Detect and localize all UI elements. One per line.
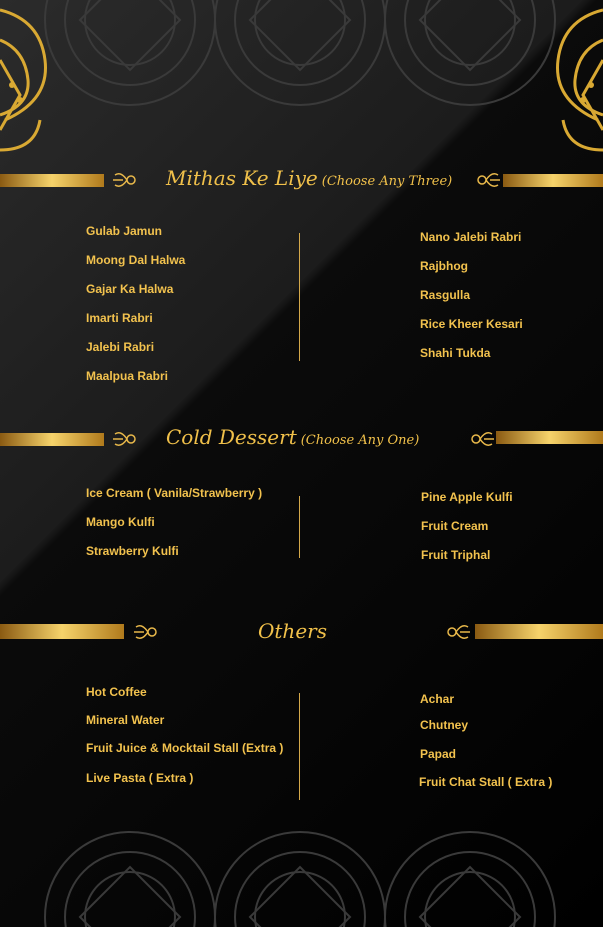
flourish-icon xyxy=(474,167,500,193)
menu-item: Live Pasta ( Extra ) xyxy=(86,771,194,785)
menu-item: Mineral Water xyxy=(86,713,165,727)
top-mandala-pattern xyxy=(0,0,603,130)
section-note: (Choose Any One) xyxy=(300,433,420,448)
top-right-gold-ornament xyxy=(533,0,603,165)
menu-item: Imarti Rabri xyxy=(86,311,153,325)
column-divider xyxy=(299,693,300,800)
menu-item: Moong Dal Halwa xyxy=(86,253,186,267)
gold-bar-left xyxy=(0,624,124,639)
menu-item: Mango Kulfi xyxy=(86,515,155,529)
gold-bar-left xyxy=(0,433,104,446)
menu-item: Gulab Jamun xyxy=(86,224,163,238)
menu-item: Chutney xyxy=(420,718,468,732)
section-title: Mithas Ke Liye (Choose Any Three) xyxy=(166,166,453,190)
menu-item: Maalpua Rabri xyxy=(86,369,169,383)
menu-item: Hot Coffee xyxy=(86,685,147,699)
menu-item: Rice Kheer Kesari xyxy=(420,317,523,331)
menu-item: Papad xyxy=(420,747,457,761)
section-header-cold-dessert xyxy=(0,425,603,455)
menu-item: Rajbhog xyxy=(420,259,468,273)
menu-item: Achar xyxy=(420,692,455,706)
menu-item: Nano Jalebi Rabri xyxy=(420,230,522,244)
flourish-icon xyxy=(113,167,139,193)
menu-item: Fruit Triphal xyxy=(421,548,491,562)
gold-bar-left xyxy=(0,174,104,187)
flourish-icon xyxy=(444,619,470,645)
menu-item: Jalebi Rabri xyxy=(86,340,155,354)
menu-item: Ice Cream ( Vanila/Strawberry ) xyxy=(86,486,263,500)
menu-item: Fruit Cream xyxy=(421,519,489,533)
menu-item: Fruit Chat Stall ( Extra ) xyxy=(419,775,553,789)
flourish-icon xyxy=(134,619,160,645)
menu-item: Strawberry Kulfi xyxy=(86,544,179,558)
gold-bar-right xyxy=(503,174,603,187)
menu-item: Shahi Tukda xyxy=(420,346,491,360)
menu-item: Gajar Ka Halwa xyxy=(86,282,174,296)
column-divider xyxy=(299,496,300,558)
section-note: (Choose Any Three) xyxy=(321,174,453,189)
section-title: Others xyxy=(258,619,327,643)
column-divider xyxy=(299,233,300,361)
section-title: Cold Dessert (Choose Any One) xyxy=(166,425,420,449)
menu-item: Fruit Juice & Mocktail Stall (Extra ) xyxy=(86,741,284,755)
gold-bar-right xyxy=(475,624,603,639)
flourish-icon xyxy=(468,426,494,452)
bottom-mandala-pattern xyxy=(0,807,603,927)
top-left-gold-ornament xyxy=(0,0,70,165)
flourish-icon xyxy=(113,426,139,452)
section-header-others xyxy=(0,619,603,649)
section-header-mithas xyxy=(0,166,603,196)
menu-item: Rasgulla xyxy=(420,288,471,302)
gold-bar-right xyxy=(496,431,603,444)
menu-item: Pine Apple Kulfi xyxy=(421,490,513,504)
